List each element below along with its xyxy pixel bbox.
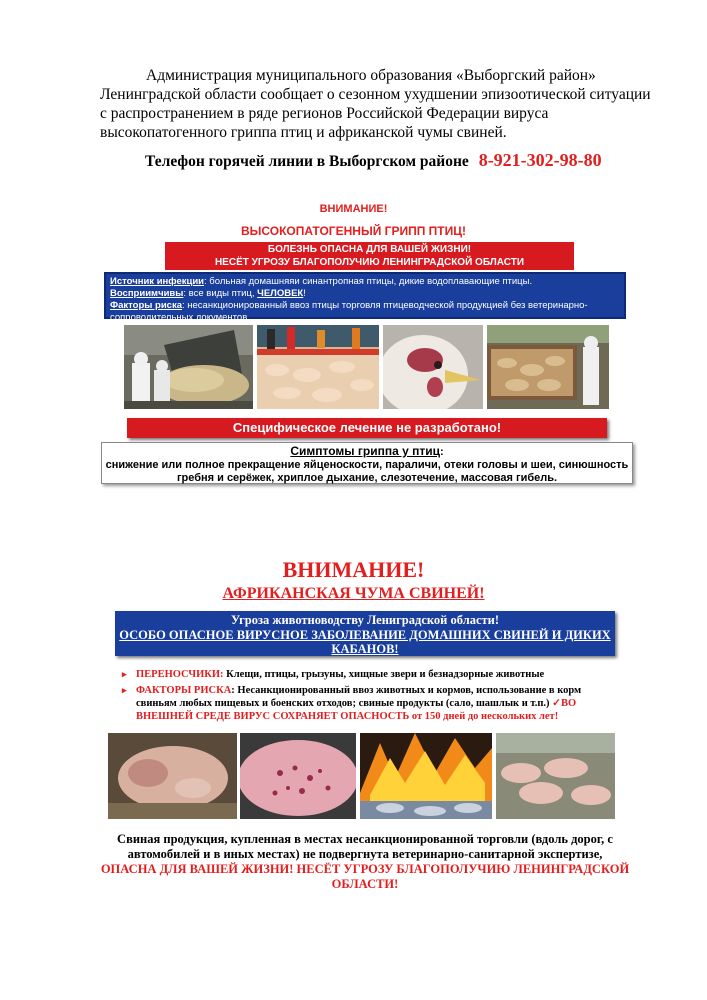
bird-flu-info-box [104,272,626,323]
asf-risk-label: ФАКТОРЫ РИСКА [136,685,232,696]
footer-warning [100,832,630,892]
risk-text: : несанкционированный ввоз птицы торговля птицеводческой продукцией без ветеринарно-сопроводительных документов. [110,300,588,323]
bird-flu-banner-line1: БОЛЕЗНЬ ОПАСНА ДЛЯ ВАШЕЙ ЖИЗНИ! [267,244,472,255]
symptoms-text: снижение или полное прекращение яйценоскости, параличи, отеки головы и шеи, синюшность гребня и серёжек, хриплое дыхание, слезотечение, массовая гибель. [105,459,629,484]
photo-dead-pigs [496,733,615,819]
asf-risk-red: ВО ВНЕШНЕЙ СРЕДЕ ВИРУС СОХРАНЯЕТ ОПАСНОСТЬ от 150 дней до нескольких лет! [136,698,577,722]
symptoms-title: Симптомы гриппа у птиц [290,444,440,458]
asf-carriers-item [122,668,592,681]
susceptible-label: Восприимчивы [110,288,184,299]
intro-paragraph: Администрация муниципального образования «Выборгский район» Ленинградской области сообщает о сезонном ухудшении эпизоотической ситуации с распространением в ряде регионов Российской Федерации вируса высокопатогенного гриппа птиц и африканской чумы свиней. [100,67,651,141]
susceptible-end: ! [303,288,306,299]
risk-row [110,300,620,324]
asf-banner-line1: Угроза животноводству Лениградской области! [230,613,500,627]
hotline-phone[interactable]: 8-921-302-98-80 [478,150,602,170]
footer-red-text: ОПАСНА ДЛЯ ВАШЕЙ ЖИЗНИ! НЕСЁТ УГРОЗУ БЛАГОПОЛУЧИЮ ЛЕНИНГРАДСКОЙ ОБЛАСТИ! [100,862,630,891]
susceptible-row [110,288,620,300]
asf-bullets [122,668,592,726]
check-icon: ✓ [552,698,561,709]
asf-banner [115,611,615,656]
photo-pig-skin-lesions [240,733,356,819]
carriers-label: ПЕРЕНОСЧИКИ: [136,669,224,680]
bird-flu-symptoms-box [101,442,633,484]
asf-risk-text: : Несанкционированный ввоз животных и кормов, использование в корм свиньям любых пищевых и боенских отходов; свиные продукты (сало, шашлык и т.п.) [136,685,582,709]
bullet-icon: ▸ [122,669,127,679]
carriers-text: Клещи, птицы, грызуны, хищные звери и безнадзорные животные [223,669,545,680]
photo-burning-carcasses [360,733,492,819]
photo-poultry-carcasses [257,325,379,409]
bird-flu-attention: ВНИМАНИЕ! [319,203,388,215]
source-row [110,276,620,288]
asf-banner-line2: ОСОБО ОПАСНОЕ ВИРУСНОЕ ЗАБОЛЕВАНИЕ ДОМАШНИХ СВИНЕЙ И ДИКИХ КАБАНОВ! [119,627,611,656]
photo-sick-pig [108,733,237,819]
treatment-banner: Специфическое лечение не разработано! [127,418,607,438]
photo-cull-workers [124,325,253,409]
risk-label: Факторы риска [110,300,182,311]
bird-flu-banner-line2: НЕСЁТ УГРОЗУ БЛАГОПОЛУЧИЮ ЛЕНИНГРАДСКОЙ ОБЛАСТИ [214,257,525,268]
asf-title: АФРИКАНСКАЯ ЧУМА СВИНЕЙ! [222,585,485,602]
footer-text: Свиная продукция, купленная в местах несанкционированной торговли (вдоль дорог, с автомобилей и в иных местах) не подвергнута ветеринарно-санитарной экспертизе, [117,832,613,861]
hotline-label: Телефон горячей линии в Выборгском районе [145,153,469,170]
susceptible-human: ЧЕЛОВЕК [257,288,304,299]
source-text: : больная домашняяи синантропная птицы, дикие водоплавающие птицы. [204,276,533,287]
asf-risk-item [122,684,592,723]
photo-sick-chicken [383,325,483,409]
bird-flu-danger-banner [165,242,574,270]
photo-dead-birds-crate [487,325,609,409]
symptoms-colon: : [439,446,444,458]
hotline-line [145,150,665,171]
susceptible-text: : все виды птиц, [183,288,258,299]
bird-flu-title: ВЫСОКОПАТОГЕННЫЙ ГРИПП ПТИЦ! [240,224,467,238]
source-label: Источник инфекции [110,276,205,287]
asf-attention: ВНИМАНИЕ! [282,557,425,582]
bullet-icon: ▸ [122,685,127,695]
